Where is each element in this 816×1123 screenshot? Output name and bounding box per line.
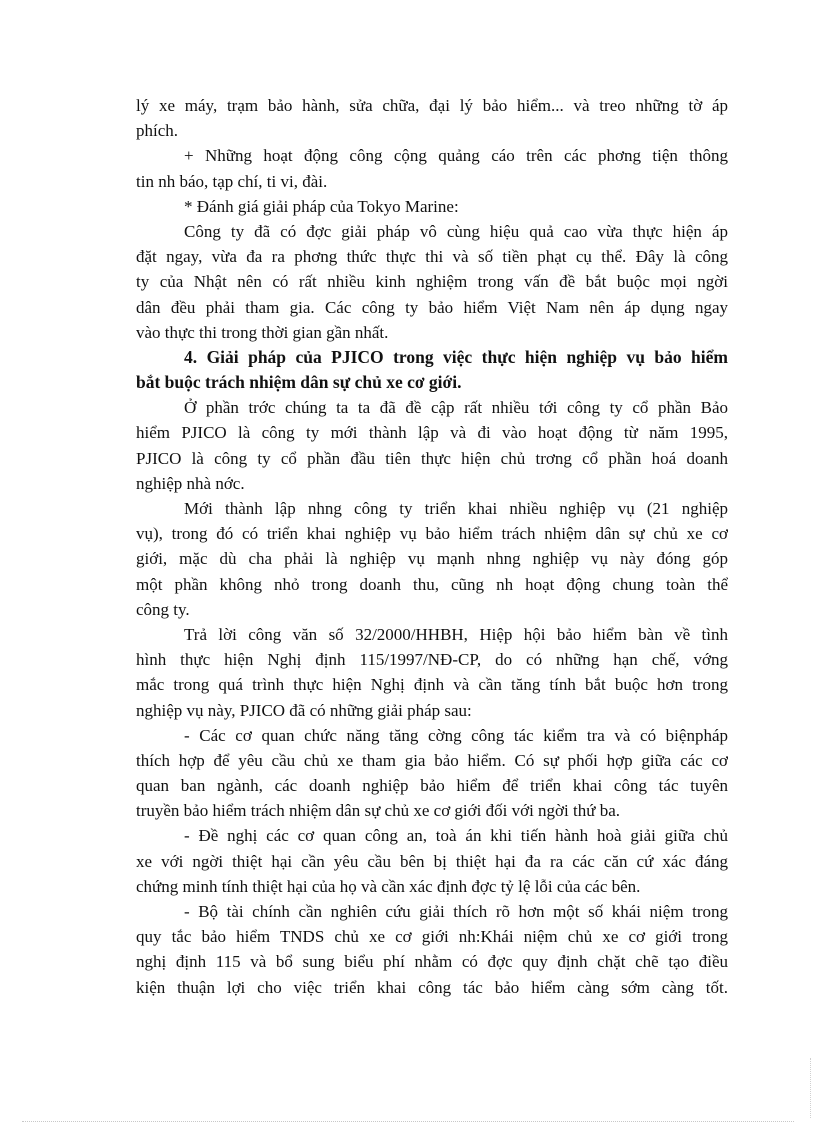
- text-line: phích.: [136, 121, 179, 141]
- text-line: quy tắc bảo hiểm TNDS chủ xe cơ giới nh:Khái niệm chủ xe cơ giới trong: [136, 927, 728, 947]
- page-edge-mark: [810, 1058, 812, 1118]
- text-line: - Đề nghị các cơ quan công an, toà án khi tiến hành hoà giải giữa chủ: [184, 826, 728, 846]
- text-line: PJICO là công ty cổ phần đầu tiên thực hiện chủ trơng cổ phần hoá doanh: [136, 448, 728, 468]
- text-line: nghiệp nhà nớc.: [136, 473, 245, 493]
- text-line: xe với ngời thiệt hại cần yêu cầu bên bị thiệt hại đa ra các căn cứ xác đáng: [136, 851, 728, 871]
- text-line: nghị định 115 và bổ sung biểu phí nhằm có đợc quy định chặt chẽ tạo điều: [136, 952, 728, 972]
- text-line: kiện thuận lợi cho việc triển khai công tác bảo hiểm càng sớm càng tốt.: [136, 977, 728, 997]
- text-line: + Những hoạt động công cộng quảng cáo trên các phơng tiện thông: [184, 146, 728, 166]
- text-line: vào thực thi trong thời gian gần nhất.: [136, 322, 389, 342]
- text-line: truyền bảo hiểm trách nhiệm dân sự chủ xe cơ giới đối với ngời thứ ba.: [136, 801, 621, 821]
- document-body: [136, 93, 728, 1000]
- text-line: lý xe máy, trạm bảo hành, sửa chữa, đại lý bảo hiểm... và treo những tờ áp: [136, 96, 728, 115]
- text-line: giới, mặc dù cha phải là nghiệp vụ mạnh nhng nghiệp vụ này đóng góp: [136, 549, 728, 569]
- text-line: - Các cơ quan chức năng tăng cờng công tác kiểm tra và có biệnpháp: [184, 725, 728, 745]
- text-line: - Bộ tài chính cần nghiên cứu giải thích rõ hơn một số khái niệm trong: [184, 902, 728, 921]
- text-line: vụ), trong đó có triển khai nghiệp vụ bảo hiểm trách nhiệm dân sự chủ xe cơ: [136, 524, 728, 544]
- section-heading: bắt buộc trách nhiệm dân sự chủ xe cơ giới.: [136, 372, 462, 393]
- text-line: nghiệp vụ này, PJICO đã có những giải pháp sau:: [136, 700, 472, 720]
- text-line: công ty.: [136, 599, 190, 619]
- text-line: đặt ngay, vừa đa ra phơng thức thực thi và số tiền phạt cụ thể. Đây là công: [136, 247, 728, 267]
- text-line: Mới thành lập nhng công ty triển khai nhiều nghiệp vụ (21 nghiệp: [184, 499, 728, 518]
- text-line: Ở phần trớc chúng ta ta đã đề cập rất nhiều tới công ty cổ phần Bảo: [184, 398, 728, 418]
- text-line: hiểm PJICO là công ty mới thành lập và đi vào hoạt động từ năm 1995,: [136, 423, 728, 443]
- subheading: * Đánh giá giải pháp của Tokyo Marine:: [184, 196, 459, 216]
- section-heading: 4. Giải pháp của PJICO trong việc thực hiện nghiệp vụ bảo hiểm: [184, 346, 728, 367]
- page-bottom-rule: [22, 1121, 794, 1122]
- text-line: quan ban ngành, các doanh nghiệp bảo hiểm để triển khai công tác tuyên: [136, 776, 728, 796]
- text-line: Trả lời công văn số 32/2000/HHBH, Hiệp hội bảo hiểm bàn về tình: [184, 624, 728, 644]
- text-line: tin nh báo, tạp chí, ti vi, đài.: [136, 171, 328, 191]
- text-line: thích hợp để yêu cầu chủ xe tham gia bảo hiểm. Có sự phối hợp giữa các cơ: [136, 750, 728, 770]
- text-line: ty của Nhật nên có rất nhiều kinh nghiệm trong vấn đề bắt buộc mọi ngời: [136, 272, 728, 292]
- text-line: dân đều phải tham gia. Các công ty bảo hiểm Việt Nam nên áp dụng ngay: [136, 297, 728, 317]
- text-line: một phần không nhỏ trong doanh thu, cũng nh hoạt động chung toàn thể: [136, 574, 728, 594]
- text-line: Công ty đã có đợc giải pháp vô cùng hiệu quả cao vừa thực hiện áp: [184, 221, 728, 241]
- text-line: mắc trong quá trình thực hiện Nghị định và cần tăng tính bắt buộc hơn trong: [136, 675, 728, 695]
- text-line: hình thực hiện Nghị định 115/1997/NĐ-CP, do có những hạn chế, vớng: [136, 650, 728, 670]
- text-line: chứng minh tính thiệt hại của họ và cần xác định đợc tỷ lệ lỗi của các bên.: [136, 876, 641, 896]
